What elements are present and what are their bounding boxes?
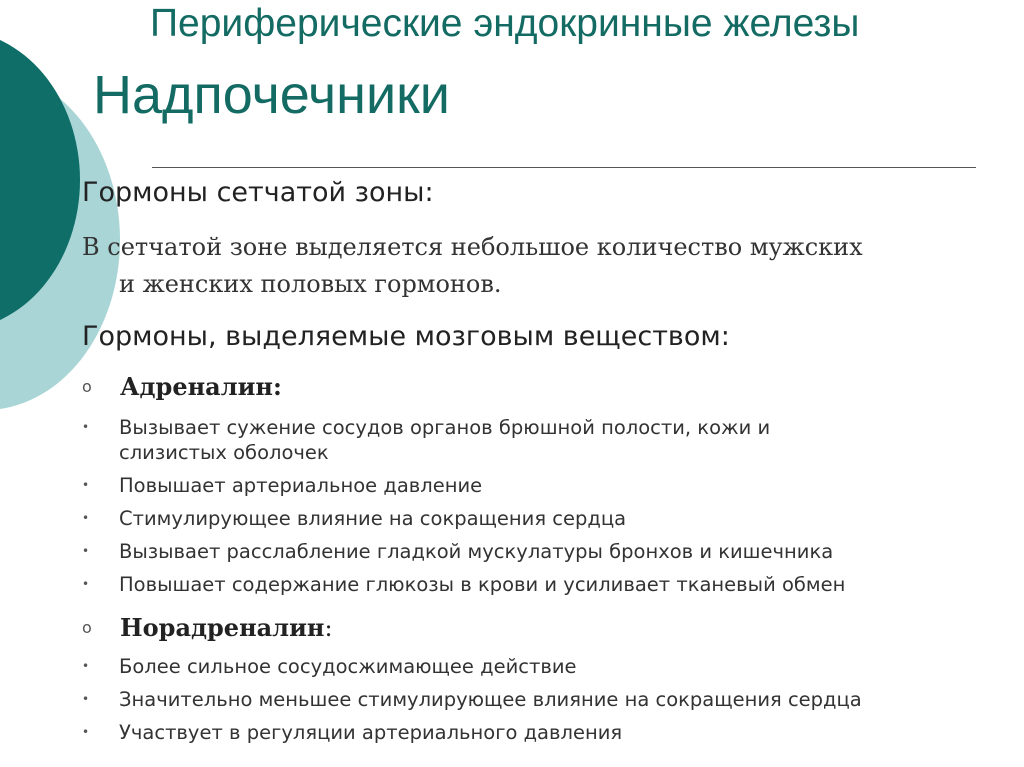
list-item xyxy=(82,720,982,745)
list-item-text: Повышает содержание глюкозы в крови и усиливает тканевый обмен xyxy=(119,573,846,596)
adrenaline-title: Адреналин: xyxy=(120,372,282,401)
list-item-text: Повышает артериальное давление xyxy=(119,474,483,497)
noradrenaline-effects-list xyxy=(82,654,982,753)
noradrenaline-colon: : xyxy=(324,614,333,642)
title-divider xyxy=(152,167,976,168)
list-item-text: Более сильное сосудосжимающее действие xyxy=(119,655,577,678)
bullet-icon: • xyxy=(82,692,90,706)
sub-bullet-icon: o xyxy=(82,618,92,637)
heading-medulla: Гормоны, выделяемые мозговым веществом: xyxy=(82,321,730,352)
bullet-icon: • xyxy=(82,725,90,739)
noradrenaline-title: Норадреналин xyxy=(120,613,325,642)
bullet-icon: • xyxy=(82,511,90,525)
bullet-icon: • xyxy=(82,420,90,434)
list-item xyxy=(82,539,982,564)
list-item-text: Стимулирующее влияние на сокращения сердца xyxy=(119,507,627,530)
reticular-text-line-1: В сетчатой зоне выделяется небольшое количество мужских xyxy=(82,233,863,261)
sub-bullet-icon: o xyxy=(82,377,92,396)
bullet-icon: • xyxy=(82,659,90,673)
subheading-noradrenaline xyxy=(82,613,333,642)
list-item-text: Значительно меньшее стимулирующее влияние на сокращения сердца xyxy=(119,688,862,711)
bullet-icon: • xyxy=(82,577,90,591)
heading-reticular-zone: Гормоны сетчатой зоны: xyxy=(82,177,434,208)
list-item xyxy=(82,415,982,465)
bullet-icon: • xyxy=(82,478,90,492)
subheading-adrenaline xyxy=(82,372,282,401)
slide-title: Надпочечники xyxy=(93,65,450,125)
list-item-text: Вызывает сужение сосудов органов брюшной полости, кожи и xyxy=(119,416,771,439)
adrenaline-effects-list xyxy=(82,415,982,605)
list-item xyxy=(82,473,982,498)
list-item-text-cont: слизистых оболочек xyxy=(119,441,329,464)
bullet-icon: • xyxy=(82,544,90,558)
list-item-text: Вызывает расслабление гладкой мускулатуры бронхов и кишечника xyxy=(119,540,834,563)
reticular-text-line-2: и женских половых гормонов. xyxy=(119,270,502,298)
list-item xyxy=(82,654,982,679)
list-item-text: Участвует в регуляции артериального давления xyxy=(119,721,623,744)
list-item xyxy=(82,687,982,712)
list-item xyxy=(82,506,982,531)
slide-supertitle: Периферические эндокринные железы xyxy=(150,2,860,45)
list-item xyxy=(82,572,982,597)
reticular-zone-text xyxy=(82,229,982,303)
